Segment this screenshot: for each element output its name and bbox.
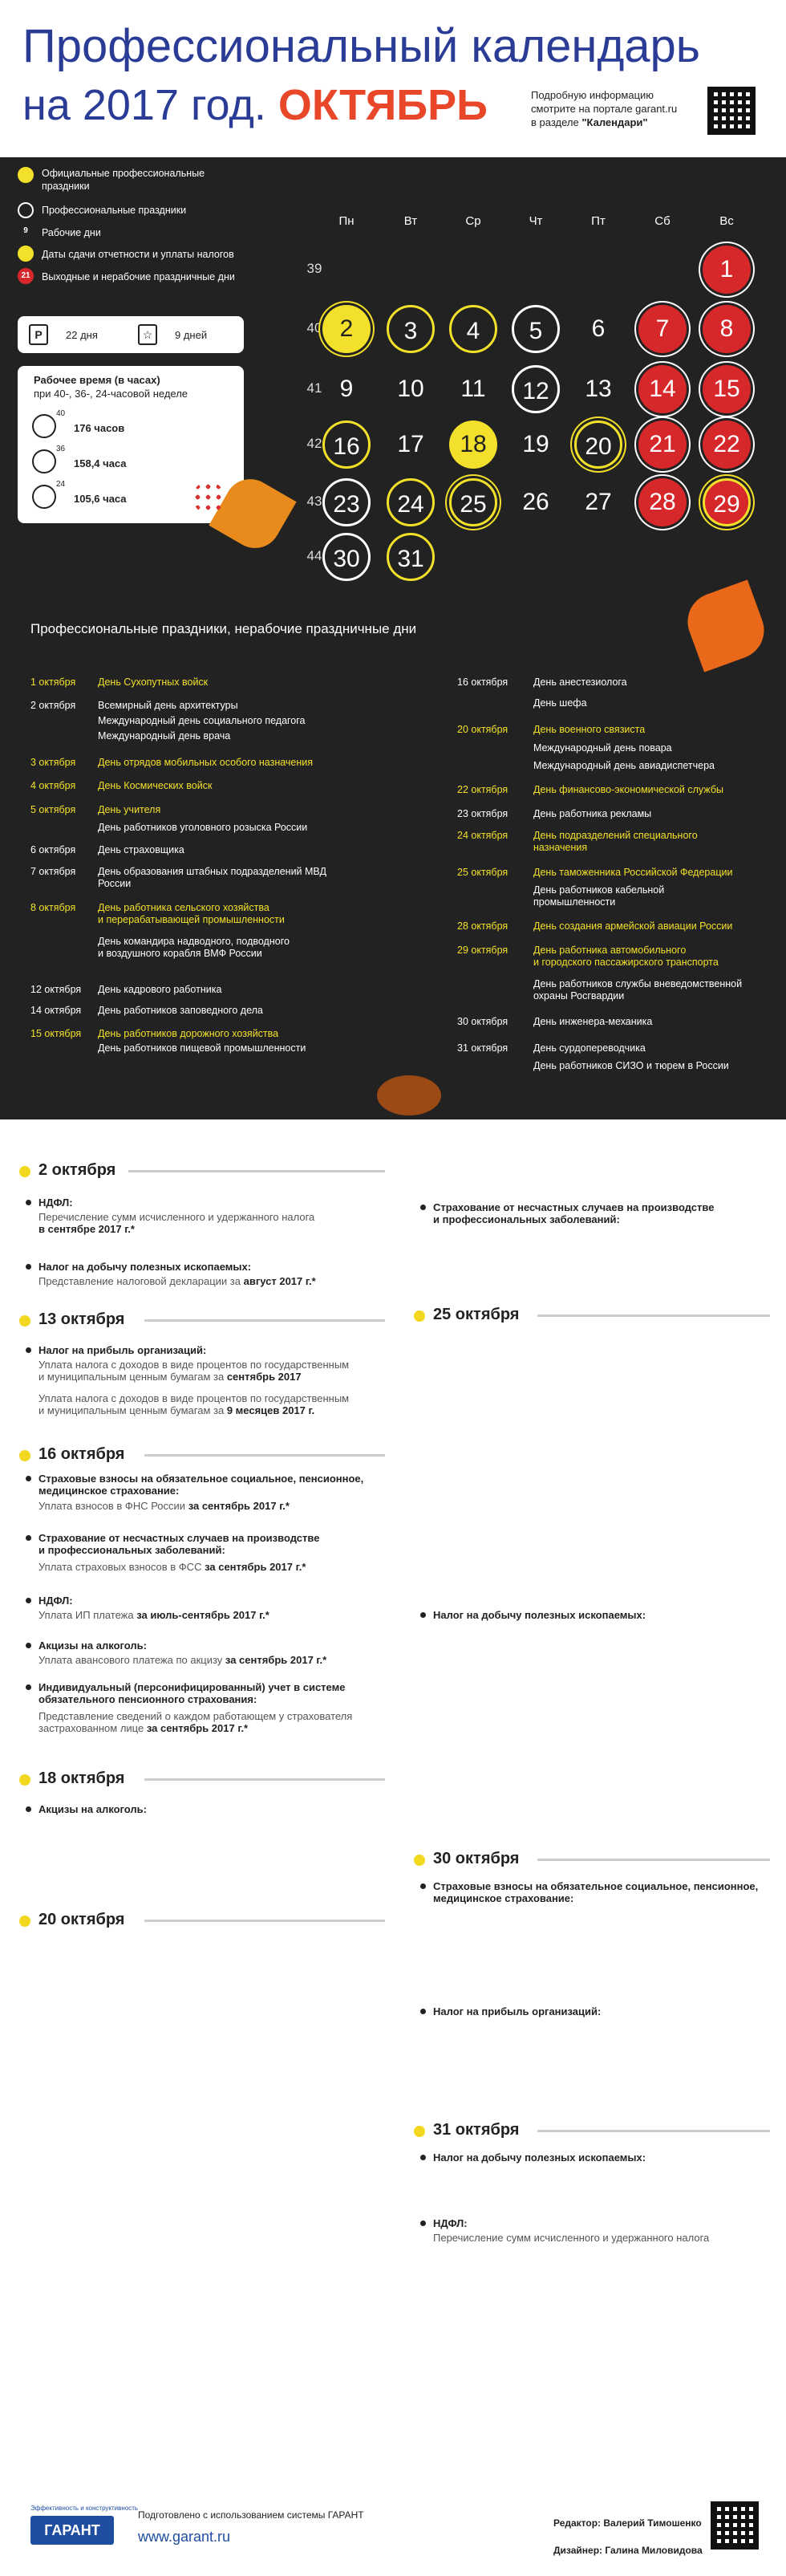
desc-line	[38, 1223, 314, 1235]
clock-icon	[32, 485, 56, 509]
holiday-name: День военного связиста	[533, 724, 646, 735]
hours-title: Рабочее время (в часах)	[34, 374, 160, 386]
page-subtitle	[22, 80, 488, 130]
holiday-date: 28 октября	[457, 920, 508, 932]
tax-item: НДФЛ:	[38, 1595, 73, 1607]
divider	[144, 1454, 385, 1457]
desc-bold: за июль-сентябрь 2017 г.*	[136, 1609, 269, 1621]
holiday-date: 4 октября	[30, 780, 76, 791]
day-cell[interactable]: 8	[703, 305, 751, 353]
item-line: Индивидуальный (персонифицированный) учет в системе	[38, 1681, 346, 1693]
desc-text: Представление налоговой декларации за	[38, 1275, 241, 1287]
holiday-name: День сурдопереводчика	[533, 1042, 646, 1054]
date-heading: 16 октября	[38, 1445, 125, 1463]
tax-desc	[433, 2232, 709, 2244]
holiday-name: День подразделений специального	[533, 830, 698, 841]
legend-item: Профессиональные праздники	[42, 205, 187, 216]
item-line: обязательного пенсионного страхования:	[38, 1693, 257, 1705]
holiday-name: День образования штабных подразделений МВД	[98, 866, 326, 877]
holiday-date: 12 октября	[30, 984, 82, 995]
clock-icon	[32, 449, 56, 473]
day-cell[interactable]: 15	[703, 365, 751, 413]
header	[0, 0, 786, 157]
item-line: и профессиональных заболеваний:	[433, 1213, 620, 1225]
tax-desc	[38, 1211, 314, 1235]
info-line: Подробную информацию	[531, 89, 654, 101]
holiday-date: 6 октября	[30, 844, 76, 855]
hours-36: 158,4 часа	[74, 457, 127, 469]
tax-calendar	[0, 1119, 786, 2576]
tax-item: Налог на добычу полезных ископаемых:	[38, 1261, 252, 1273]
day-cell[interactable]: 4	[449, 305, 497, 353]
holiday-name: День шефа	[533, 697, 587, 709]
tax-desc	[38, 1359, 349, 1383]
desc-bold: за сентябрь 2017 г.*	[225, 1654, 327, 1666]
holiday-name: День инженера-механика	[533, 1016, 653, 1027]
divider	[144, 1319, 385, 1322]
divider	[537, 1859, 770, 1861]
legend-item: Рабочие дни	[42, 227, 101, 238]
tax-desc	[38, 1500, 290, 1512]
info-text: в разделе	[531, 116, 579, 128]
desc-bold: за сентябрь 2017 г.*	[205, 1561, 306, 1573]
holiday-name: День работника сельского хозяйства	[98, 902, 269, 913]
holiday-name: назначения	[533, 842, 588, 853]
day-cell[interactable]: 10	[397, 376, 424, 402]
holiday-date: 2 октября	[30, 700, 76, 711]
week-hours-label: 40	[56, 409, 66, 418]
legend-item: Выходные и нерабочие праздничные дни	[42, 271, 235, 282]
holiday-name: День работников пищевой промышленности	[98, 1042, 306, 1054]
week-number: 39	[306, 261, 322, 276]
tax-item: Налог на прибыль организаций:	[38, 1344, 207, 1356]
weekday-header: Вт	[403, 214, 418, 228]
day-cell[interactable]: 17	[397, 431, 424, 457]
clock-icon	[32, 414, 56, 438]
tax-item	[38, 1681, 345, 1705]
desc-line	[38, 1371, 349, 1383]
day-cell[interactable]: 14	[638, 365, 687, 413]
editor-credit: Редактор: Валерий Тимошенко	[553, 2517, 702, 2529]
weekday-header: Вс	[719, 214, 734, 228]
holiday-date: 25 октября	[457, 867, 508, 878]
holiday-date: 5 октября	[30, 804, 76, 815]
desc-line: Перечисление сумм исчисленного и удержанного налога	[38, 1211, 315, 1223]
holiday-date: 22 октября	[457, 784, 508, 795]
week-number: 43	[306, 494, 322, 509]
info-line	[531, 116, 677, 129]
holiday-date: 3 октября	[30, 757, 76, 768]
tax-item: Налог на прибыль организаций:	[433, 2005, 602, 2017]
day-cell[interactable]: 12	[512, 365, 560, 413]
date-dot-icon	[19, 1916, 30, 1927]
holiday-name: День создания армейской авиации России	[533, 920, 733, 932]
holiday-date: 16 октября	[457, 677, 508, 688]
holiday-name: День работников заповедного дела	[98, 1005, 263, 1016]
tax-item	[433, 1880, 758, 1904]
desc-line: Уплата налога с доходов в виде процентов по государственным	[38, 1392, 350, 1404]
info-link[interactable]: "Календари"	[581, 116, 648, 128]
item-line: медицинское страхование:	[38, 1485, 180, 1497]
item-line: Страхование от несчастных случаев на производстве	[433, 1201, 715, 1213]
hours-24: 105,6 часа	[74, 493, 127, 505]
holiday-name: День финансово-экономической службы	[533, 784, 723, 795]
legend-item: Даты сдачи отчетности и уплаты налогов	[42, 249, 234, 260]
holiday-name: День Сухопутных войск	[98, 677, 209, 688]
desc-text: Уплата взносов в ФНС России	[38, 1500, 186, 1512]
holiday-date: 14 октября	[30, 1005, 82, 1016]
day-cell[interactable]: 25	[449, 478, 497, 526]
holiday-name: День работников уголовного розыска России	[98, 822, 308, 833]
divider	[537, 1314, 770, 1317]
holiday-name: охраны Росгвардии	[533, 990, 625, 1002]
day-cell[interactable]: 5	[512, 305, 560, 353]
day-cell[interactable]: 27	[585, 489, 612, 515]
desc-bold: август 2017 г.*	[243, 1275, 316, 1287]
desc-text: Уплата ИП платежа	[38, 1609, 134, 1621]
holiday-name: России	[98, 878, 132, 889]
date-heading: 18 октября	[38, 1769, 125, 1787]
weekday-header: Ср	[465, 214, 481, 228]
date-dot-icon	[19, 1774, 30, 1786]
holiday-date: 1 октября	[30, 677, 76, 688]
desc-bold: сентябрь 2017	[226, 1371, 302, 1383]
item-line: и профессиональных заболеваний:	[38, 1544, 225, 1556]
holiday-date: 31 октября	[457, 1042, 508, 1054]
day-cell[interactable]: 13	[585, 376, 612, 402]
day-cell[interactable]: 1	[703, 246, 751, 294]
tax-item: Налог на добычу полезных ископаемых:	[433, 2151, 646, 2164]
desc-line	[38, 1404, 349, 1416]
holiday-name: День отрядов мобильных особого назначения	[98, 757, 314, 768]
info-line[interactable]: смотрите на портале garant.ru	[531, 103, 678, 115]
off-days-count: 9 дней	[175, 329, 208, 341]
tax-desc	[38, 1609, 269, 1621]
holiday-date: 15 октября	[30, 1028, 82, 1039]
hours-subtitle: при 40-, 36-, 24-часовой неделе	[34, 388, 188, 400]
date-dot-icon	[19, 1315, 30, 1327]
work-days-count: 22 дня	[66, 329, 98, 341]
holiday-name: Международный день авиадиспетчера	[533, 760, 715, 771]
weekday-header: Чт	[529, 214, 543, 228]
date-heading: 13 октября	[38, 1310, 125, 1328]
tax-desc	[38, 1654, 326, 1666]
day-cell[interactable]: 23	[322, 478, 371, 526]
desc-text: Уплата страховых взносов в ФСС	[38, 1561, 202, 1573]
holiday-name: и перерабатывающей промышленности	[98, 914, 285, 925]
date-dot-icon	[19, 1450, 30, 1461]
tax-desc	[38, 1710, 352, 1734]
holiday-date: 7 октября	[30, 866, 76, 877]
weekday-header: Сб	[654, 214, 671, 228]
holiday-name: промышленности	[533, 896, 616, 908]
desc-bold: 9 месяцев 2017 г.	[226, 1404, 315, 1416]
legend-text: праздники	[42, 181, 90, 192]
desc-line: Уплата налога с доходов в виде процентов по государственным	[38, 1359, 350, 1371]
page-title: Профессиональный календарь	[22, 20, 701, 72]
date-heading: 30 октября	[433, 1850, 520, 1867]
item-line: Страховые взносы на обязательное социальное, пенсионное,	[38, 1473, 364, 1485]
day-cell[interactable]: 16	[322, 421, 371, 469]
date-heading: 31 октября	[433, 2121, 520, 2139]
holiday-name: Всемирный день архитектуры	[98, 700, 238, 711]
week-hours-label: 24	[56, 480, 66, 489]
days-count-box	[18, 316, 244, 353]
legend-tax-icon	[18, 246, 34, 262]
day-cell[interactable]: 31	[387, 533, 435, 581]
acorns-icon	[377, 1075, 441, 1115]
prepared-note: Подготовлено с использованием системы ГАРАНТ	[138, 2509, 364, 2521]
date-dot-icon	[414, 1310, 425, 1322]
item-line: Страховые взносы на обязательное социальное, пенсионное,	[433, 1880, 759, 1892]
holiday-date: 20 октября	[457, 724, 508, 735]
maple-leaf-icon	[679, 579, 772, 672]
desc-bold: в сентябре 2017 г.*	[38, 1223, 135, 1235]
tax-item: НДФЛ:	[38, 1197, 73, 1209]
day-cell[interactable]: 22	[703, 421, 751, 469]
date-dot-icon	[414, 2126, 425, 2137]
item-line: медицинское страхование:	[433, 1892, 574, 1904]
holiday-name: День кадрового работника	[98, 984, 222, 995]
tax-desc	[38, 1275, 316, 1287]
legend-item	[42, 167, 205, 193]
day-cell[interactable]: 30	[322, 533, 371, 581]
day-cell[interactable]: 26	[522, 489, 549, 515]
parking-icon: P	[29, 324, 48, 345]
week-hours-label: 36	[56, 445, 66, 453]
holiday-date: 23 октября	[457, 808, 508, 819]
legend-holiday-icon: 21	[18, 268, 34, 284]
day-cell[interactable]: 7	[638, 305, 687, 353]
desc-line	[38, 1722, 352, 1734]
tax-desc	[38, 1561, 306, 1573]
date-dot-icon	[19, 1166, 30, 1177]
day-cell[interactable]: 18	[449, 421, 497, 469]
tax-item	[38, 1532, 319, 1556]
divider	[144, 1778, 385, 1781]
weekday-header: Пт	[591, 214, 606, 228]
legend-official-icon	[18, 167, 34, 183]
holiday-date: 29 октября	[457, 945, 508, 956]
desc-text: Уплата авансового платежа по акцизу	[38, 1654, 223, 1666]
qr-code[interactable]	[711, 2501, 759, 2550]
garant-logo[interactable]: ГАРАНТ	[30, 2516, 114, 2545]
tax-item: НДФЛ:	[433, 2217, 468, 2229]
holiday-name: и городского пассажирского транспорта	[533, 957, 719, 968]
tax-item: Акцизы на алкоголь:	[38, 1803, 147, 1815]
desc-line: Представление сведений о каждом работающем у страхователя	[38, 1710, 353, 1722]
holiday-name: Международный день социального педагога	[98, 715, 306, 726]
day-cell[interactable]: 21	[638, 421, 687, 469]
holiday-name: День командира надводного, подводного	[98, 936, 290, 947]
date-heading: 20 октября	[38, 1911, 125, 1928]
desc-bold: за сентябрь 2017 г.*	[146, 1722, 249, 1734]
tax-item: Налог на добычу полезных ископаемых:	[433, 1609, 646, 1621]
desc-text: и муниципальным ценным бумагам за	[38, 1404, 225, 1416]
week-number: 41	[306, 380, 322, 396]
divider	[128, 1170, 385, 1172]
holiday-name: День учителя	[98, 804, 161, 815]
holiday-name: День работников СИЗО и тюрем в России	[533, 1060, 729, 1071]
desc-line: Перечисление сумм исчисленного и удержанного налога	[433, 2232, 710, 2244]
holiday-name: и воздушного корабля ВМФ России	[98, 948, 262, 959]
legend-prof-icon	[18, 202, 34, 218]
holiday-date: 24 октября	[457, 830, 508, 841]
item-line: Страхование от несчастных случаев на производстве	[38, 1532, 320, 1544]
day-cell[interactable]: 11	[460, 376, 486, 402]
subtitle-year: на 2017 год.	[22, 81, 266, 129]
holidays-title: Профессиональные праздники, нерабочие праздничные дни	[30, 621, 417, 636]
week-number: 44	[306, 548, 322, 563]
week-number: 40	[306, 320, 322, 335]
legend-work-icon: 9	[23, 226, 28, 235]
day-cell[interactable]: 9	[339, 376, 354, 402]
legend-text: Официальные профессиональные	[42, 168, 205, 179]
holiday-date: 30 октября	[457, 1016, 508, 1027]
hours-40: 176 часов	[74, 422, 125, 434]
day-cell[interactable]: 29	[703, 478, 751, 526]
day-cell[interactable]: 2	[322, 305, 371, 353]
day-cell[interactable]: 20	[574, 421, 622, 469]
header-info	[531, 88, 677, 129]
holiday-name: День Космических войск	[98, 780, 213, 791]
day-cell[interactable]: 28	[638, 478, 687, 526]
qr-code[interactable]	[707, 87, 756, 135]
weekday-header: Пн	[338, 214, 355, 228]
day-cell[interactable]: 6	[591, 315, 606, 342]
holiday-name: День работников дорожного хозяйства	[98, 1028, 279, 1039]
tax-item: Акцизы на алкоголь:	[38, 1639, 147, 1652]
desc-text: и муниципальным ценным бумагам за	[38, 1371, 225, 1383]
tax-desc	[38, 1392, 349, 1416]
star-icon: ☆	[138, 324, 157, 345]
day-cell[interactable]: 19	[522, 431, 549, 457]
site-link[interactable]: www.garant.ru	[138, 2529, 231, 2545]
desc-text: застрахованном лице	[38, 1722, 144, 1734]
tax-item	[38, 1473, 363, 1497]
date-dot-icon	[414, 1855, 425, 1866]
day-cell[interactable]: 3	[387, 305, 435, 353]
holiday-name: День работника рекламы	[533, 808, 652, 819]
divider	[144, 1920, 385, 1922]
date-heading: 2 октября	[38, 1161, 116, 1179]
desc-bold: за сентябрь 2017 г.*	[188, 1500, 290, 1512]
holiday-name: Международный день повара	[533, 742, 672, 754]
month-name: ОКТЯБРЬ	[278, 81, 488, 129]
logo-slogan: Эффективность и конструктивность	[30, 2505, 139, 2512]
holiday-date: 8 октября	[30, 902, 76, 913]
holiday-name: День таможенника Российской Федерации	[533, 867, 733, 878]
holiday-name: День работников кабельной	[533, 884, 665, 896]
divider	[537, 2130, 770, 2132]
holiday-name: День работника автомобильного	[533, 945, 687, 956]
week-number: 42	[306, 436, 322, 451]
holiday-name: День анестезиолога	[533, 677, 627, 688]
rowan-berries-icon	[192, 481, 225, 514]
date-heading: 25 октября	[433, 1306, 520, 1323]
designer-credit: Дизайнер: Галина Миловидова	[553, 2545, 703, 2556]
tax-item	[433, 1201, 714, 1225]
top-section	[0, 0, 786, 1119]
holiday-name: День страховщика	[98, 844, 184, 855]
holiday-name: Международный день врача	[98, 730, 231, 742]
holiday-name: День работников службы вневедомственной	[533, 978, 743, 989]
day-cell[interactable]: 24	[387, 478, 435, 526]
